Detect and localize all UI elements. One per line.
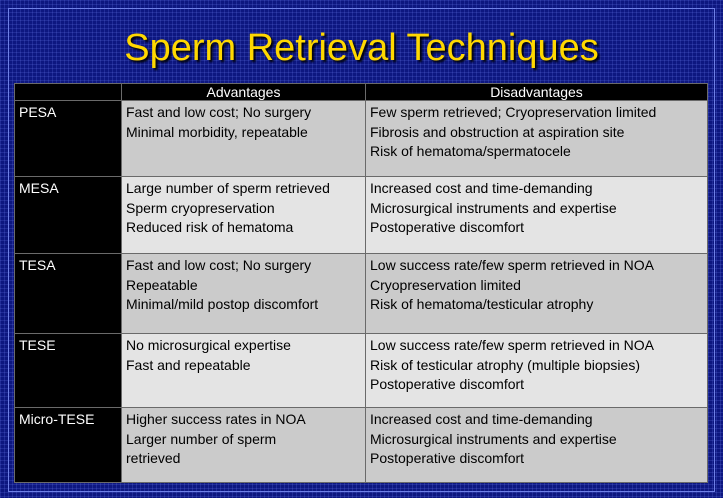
- comparison-table: [14, 83, 708, 483]
- advantage-line: Minimal morbidity, repeatable: [126, 123, 308, 140]
- technique-name: MESA: [15, 177, 122, 254]
- advantage-line: Higher success rates in NOA: [126, 411, 306, 427]
- table-row: [15, 334, 708, 408]
- header-cell-blank: [15, 84, 122, 101]
- advantage-line: No microsurgical expertise: [126, 337, 291, 353]
- disadvantages-cell: [366, 101, 708, 177]
- disadvantage-line: Postoperative discomfort: [370, 450, 525, 466]
- disadvantage-line: Risk of testicular atrophy (multiple biopsies): [370, 356, 640, 373]
- disadvantage-line: Low success rate/few sperm retrieved in NOA: [370, 257, 654, 273]
- advantages-cell: [122, 101, 366, 177]
- advantage-line: Fast and repeatable: [126, 356, 251, 373]
- technique-name: Micro-TESE: [15, 408, 122, 483]
- disadvantage-line: Cryopreservation limited: [370, 276, 521, 293]
- advantage-line: retrieved: [126, 450, 181, 466]
- technique-name: TESE: [15, 334, 122, 408]
- slide-title: Sperm Retrieval Techniques: [124, 27, 599, 69]
- advantage-line: Minimal/mild postop discomfort: [126, 296, 319, 312]
- advantage-line: Sperm cryopreservation: [126, 199, 275, 216]
- table-row: [15, 254, 708, 334]
- advantage-line: Reduced risk of hematoma: [126, 219, 294, 235]
- disadvantage-line: Risk of hematoma/testicular atrophy: [370, 296, 594, 312]
- table-header-row: [15, 84, 708, 101]
- technique-name: PESA: [15, 101, 122, 177]
- disadvantages-cell: [366, 334, 708, 408]
- disadvantage-line: Few sperm retrieved; Cryopreservation limited: [370, 104, 657, 120]
- advantage-line: Repeatable: [126, 276, 198, 293]
- header-cell-disadvantages: Disadvantages: [366, 84, 708, 101]
- advantage-line: Fast and low cost; No surgery: [126, 104, 312, 120]
- table-row: [15, 101, 708, 177]
- table-row: [15, 177, 708, 254]
- advantages-cell: [122, 408, 366, 483]
- disadvantage-line: Postoperative discomfort: [370, 219, 525, 235]
- header-cell-advantages: Advantages: [122, 84, 366, 101]
- disadvantages-cell: [366, 177, 708, 254]
- disadvantage-line: Low success rate/few sperm retrieved in NOA: [370, 337, 654, 353]
- disadvantage-line: Fibrosis and obstruction at aspiration site: [370, 123, 625, 140]
- table-row: [15, 408, 708, 483]
- advantage-line: Larger number of sperm: [126, 430, 277, 447]
- disadvantage-line: Risk of hematoma/spermatocele: [370, 143, 571, 159]
- disadvantage-line: Increased cost and time-demanding: [370, 180, 593, 196]
- advantages-cell: [122, 254, 366, 334]
- disadvantage-line: Increased cost and time-demanding: [370, 411, 593, 427]
- technique-name: TESA: [15, 254, 122, 334]
- advantage-line: Fast and low cost; No surgery: [126, 257, 312, 273]
- disadvantage-line: Microsurgical instruments and expertise: [370, 199, 617, 216]
- advantages-cell: [122, 334, 366, 408]
- advantage-line: Large number of sperm retrieved: [126, 180, 330, 196]
- advantages-cell: [122, 177, 366, 254]
- disadvantages-cell: [366, 408, 708, 483]
- disadvantage-line: Postoperative discomfort: [370, 376, 525, 392]
- disadvantage-line: Microsurgical instruments and expertise: [370, 430, 617, 447]
- disadvantages-cell: [366, 254, 708, 334]
